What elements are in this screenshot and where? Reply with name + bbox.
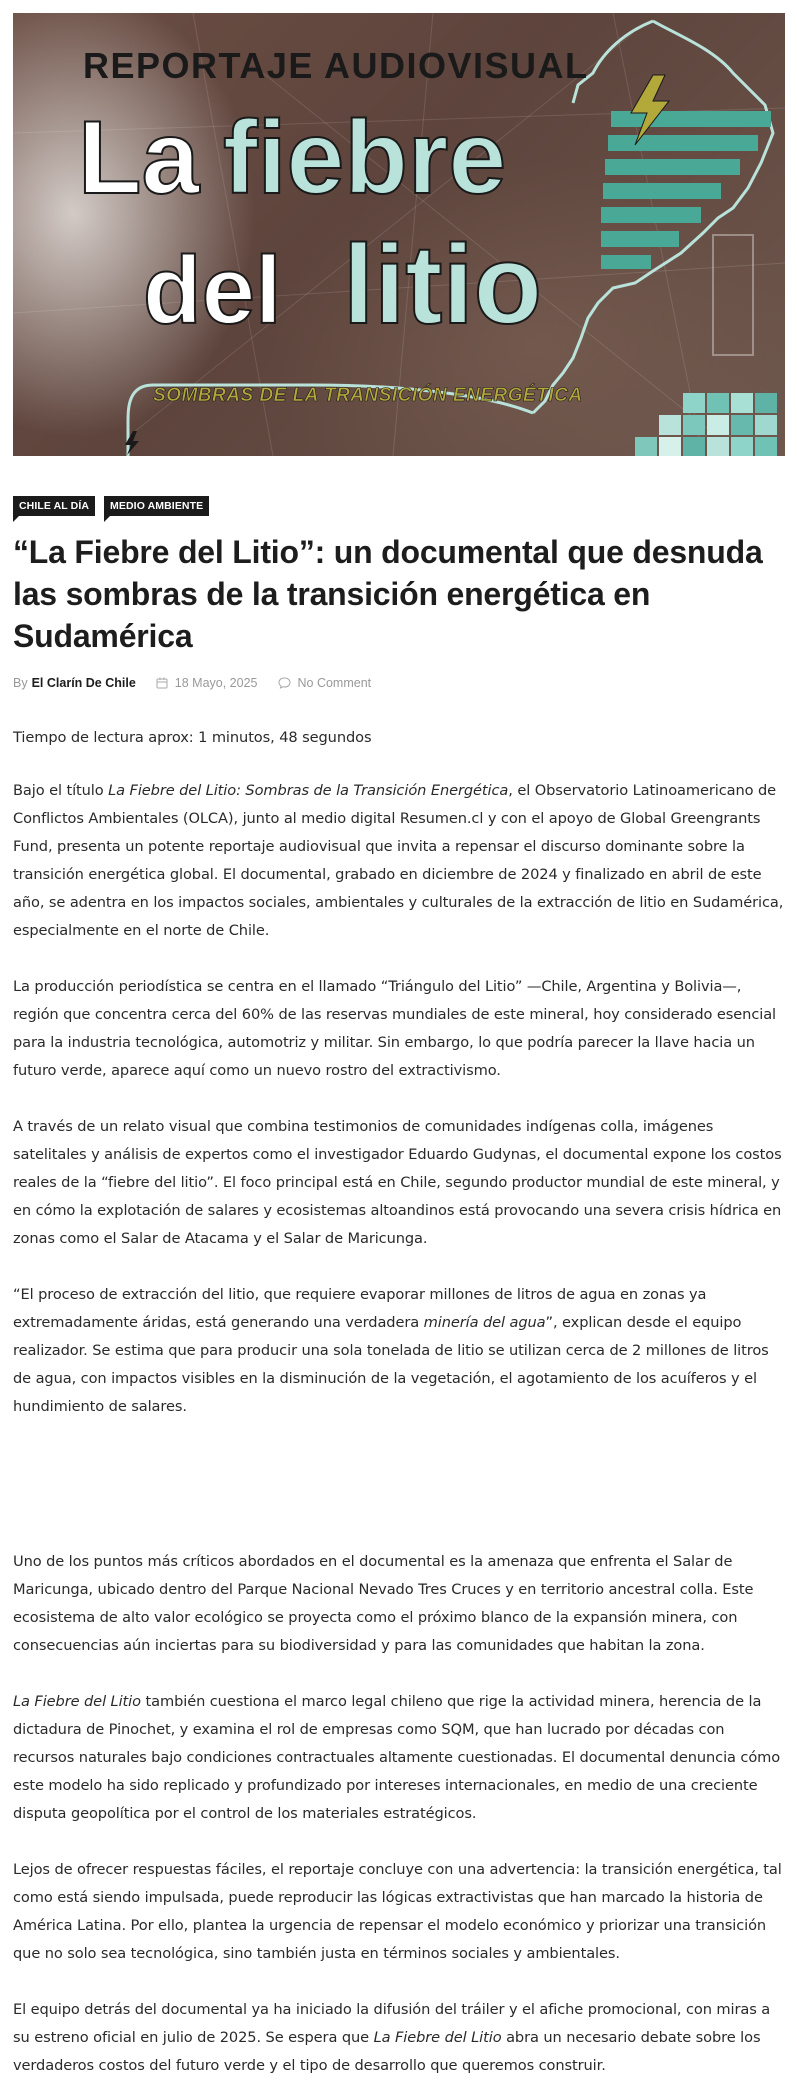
- paragraph-6: La Fiebre del Litio también cuestiona el marco legal chileno que rige la actividad minera, herencia de la dictadura de Pinochet, y examina el rol de empresas como SQM, que han lucrado por décadas con recursos naturales bajo condiciones contractuales altamente cuestionadas. El documental denuncia cómo este modelo ha sido replicado y profundizado por intereses internacionales, en medio de una creciente disputa geopolítica por el control de los materiales estratégicos.: [13, 1693, 781, 1822]
- category-tags: [13, 496, 209, 518]
- article-title: “La Fiebre del Litio”: un documental que desnuda las sombras de la transición energética en Sudamérica: [13, 534, 763, 654]
- hero-image: [13, 13, 785, 456]
- calendar-icon: [156, 677, 168, 689]
- hero-title-litio: litio: [343, 222, 543, 347]
- paragraph-4: “El proceso de extracción del litio, que requiere evaporar millones de litros de agua en zonas ya extremadamente áridas, está generando una verdadera minería del agua”, explican desde el equipo realizador. Se estima que para producir una sola tonelada de litio se utilizan cerca de 2 millones de litros de agua, con impactos visibles en la disminución de la vegetación, el agotamiento de los acuíferos y el hundimiento de salares.: [13, 1286, 769, 1415]
- hero-poster-art: [13, 13, 785, 456]
- tag-chile-al-dia[interactable]: CHILE AL DÍA: [13, 496, 95, 516]
- paragraph-1: Bajo el título La Fiebre del Litio: Sombras de la Transición Energética, el Observatorio Latinoamericano de Conflictos Ambientales (OLCA), junto al medio digital Resumen.cl y con el apoyo de Global Greengrants Fund, presenta un potente reportaje audiovisual que invita a repensar el discurso dominante sobre la transición energética global. El documental, grabado en diciembre de 2024 y finalizado en abril de este año, se adentra en los impactos sociales, ambientales y culturales de la extracción de litio en Sudamérica, especialmente en el norte de Chile.: [13, 782, 784, 939]
- hero-subtitle: SOMBRAS DE LA TRANSICIÓN ENERGÉTICA: [153, 385, 583, 406]
- paragraph-5: Uno de los puntos más críticos abordados en el documental es la amenaza que enfrenta el Salar de Maricunga, ubicado dentro del Parque Nacional Nevado Tres Cruces y en territorio ancestral colla. Este ecosistema de alto valor ecológico se proyecta como el próximo blanco de la expansión minera, con consecuencias aún inciertas para su biodiversidad y para las comunidades que habitan la zona.: [13, 1553, 754, 1654]
- publish-date: 18 Mayo, 2025: [174, 676, 258, 690]
- reading-time: Tiempo de lectura aprox: 1 minutos, 48 segundos: [13, 729, 372, 746]
- comment-icon: [278, 677, 291, 689]
- article-meta: [13, 674, 371, 692]
- paragraph-7: Lejos de ofrecer respuestas fáciles, el reportaje concluye con una advertencia: la transición energética, tal como está siendo impulsada, puede reproducir las lógicas extractivistas que han marcado la historia de América Latina. Por ello, plantea la urgencia de repensar el modelo económico y priorizar una transición que no solo sea tecnológica, sino también justa en términos sociales y ambientales.: [13, 1861, 782, 1962]
- hero-kicker: REPORTAJE AUDIOVISUAL: [83, 45, 589, 86]
- date-group: [156, 676, 258, 690]
- tag-medio-ambiente[interactable]: MEDIO AMBIENTE: [104, 496, 209, 516]
- by-label: By: [13, 676, 28, 690]
- hero-title-del: del: [143, 237, 282, 344]
- author-link[interactable]: El Clarín De Chile: [31, 676, 136, 690]
- hero-title-la: La: [78, 100, 200, 216]
- comments-group[interactable]: [278, 676, 372, 690]
- paragraph-3: A través de un relato visual que combina testimonios de comunidades indígenas colla, imágenes satelitales y análisis de expertos como el investigador Eduardo Gudynas, el documental expone los costos reales de la “fiebre del litio”. El foco principal está en Chile, segundo productor mundial de este mineral, y en cómo la explotación de salares y ecosistemas altoandinos está provocando una severa crisis hídrica en zonas como el Salar de Atacama y el Salar de Maricunga.: [13, 1118, 782, 1247]
- comments-link[interactable]: No Comment: [297, 676, 372, 690]
- paragraph-8: El equipo detrás del documental ya ha iniciado la difusión del tráiler y el afiche promocional, con miras a su estreno oficial en julio de 2025. Se espera que La Fiebre del Litio abra un necesario debate sobre los verdaderos costos del futuro verde y el tipo de desarrollo que queremos construir.: [13, 2001, 771, 2074]
- hero-title-fiebre: fiebre: [223, 100, 507, 216]
- paragraph-2: La producción periodística se centra en el llamado “Triángulo del Litio” —Chile, Argentina y Bolivia—, región que concentra cerca del 60% de las reservas mundiales de este mineral, hoy considerado esencial para la industria tecnológica, automotriz y militar. Sin embargo, lo que podría parecer la llave hacia un futuro verde, aparece aquí como un nuevo rostro del extractivismo.: [13, 978, 777, 1079]
